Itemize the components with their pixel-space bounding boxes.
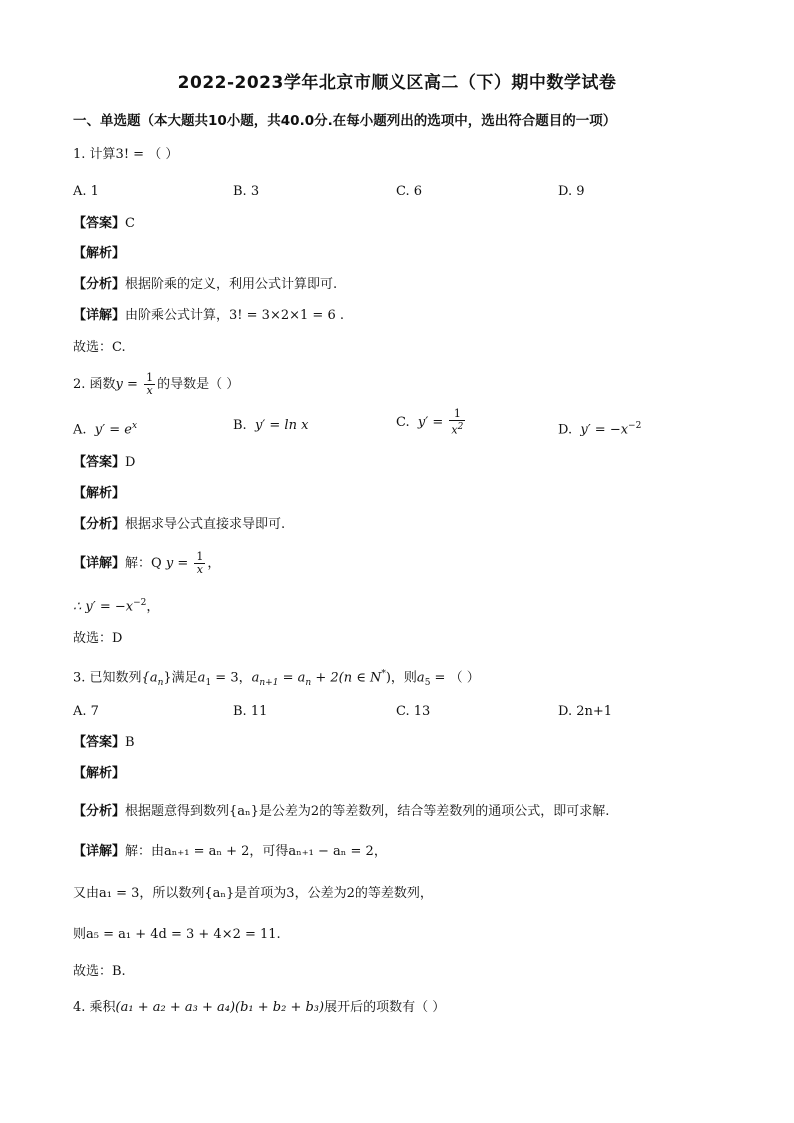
q2-prefix: 2. 函数 bbox=[73, 377, 116, 392]
q3-seq: {a bbox=[141, 670, 158, 686]
q3-a1-sub: 1 bbox=[205, 677, 212, 688]
q2-a-label: A. bbox=[73, 422, 87, 438]
q3-recur-b: = a bbox=[278, 670, 306, 686]
q2-b-math: y′ = ln x bbox=[254, 418, 309, 433]
q1-answer bbox=[73, 215, 135, 233]
q3-seq-close: } bbox=[163, 670, 172, 686]
q2-conclusion: 故选：D bbox=[73, 631, 123, 646]
q2-analysis-label bbox=[73, 485, 125, 503]
q1-fenxi-text: 根据阶乘的定义，利用公式计算即可. bbox=[125, 277, 338, 292]
q2-frac-den: x bbox=[146, 384, 153, 397]
q4-prefix: 4. 乘积 bbox=[73, 1000, 116, 1015]
question-1-stem bbox=[73, 146, 178, 164]
q2-option-c bbox=[396, 408, 467, 437]
q2-therefore-sup: −2 bbox=[133, 598, 147, 608]
q2-d-sup: −2 bbox=[628, 421, 642, 431]
q2-option-d bbox=[558, 417, 641, 439]
q2-fenxi-text: 根据求导公式直接求导即可. bbox=[125, 517, 286, 532]
q2-d-math: y′ = −x bbox=[580, 422, 629, 438]
q3-suffix: （ ） bbox=[449, 670, 480, 686]
answer-label: 【答案】 bbox=[73, 735, 126, 750]
q3-mid2: ，则 bbox=[390, 670, 417, 686]
detail-label: 【详解】 bbox=[73, 308, 126, 323]
page-title: 2022-2023学年北京市顺义区高二（下）期中数学试卷 bbox=[177, 73, 617, 93]
q3-comma: ， bbox=[238, 670, 252, 686]
analysis-label: 【解析】 bbox=[73, 486, 126, 501]
q3-detail1-text: 解：由aₙ₊₁ = aₙ + 2，可得aₙ₊₁ − aₙ = 2， bbox=[125, 844, 387, 859]
q1-detail bbox=[73, 307, 344, 325]
q3-fenxi bbox=[73, 803, 609, 821]
q2-detail-math: y = bbox=[165, 556, 193, 571]
detail-label: 【详解】 bbox=[73, 844, 126, 859]
q1-analysis-label bbox=[73, 245, 125, 263]
q1-option-a: A. 1 bbox=[73, 184, 99, 199]
q3-a5-sub: 5 bbox=[424, 677, 431, 688]
q2-lhs: y = bbox=[115, 377, 143, 392]
q2-c-den-var: x bbox=[451, 423, 458, 437]
q3-conclusion: 故选：B. bbox=[73, 964, 126, 979]
q1-detail-math: 3! = 3×2×1 = 6 . bbox=[229, 308, 344, 323]
q2-answer-value: D bbox=[125, 455, 136, 470]
q3-recur-sup: * bbox=[381, 669, 386, 679]
q2-therefore-tail: ， bbox=[146, 599, 160, 615]
q1-math: 3! = bbox=[115, 147, 149, 162]
section-heading: 一、单选题（本大题共10小题，共40.0分.在每小题列出的选项中，选出符合题目的一项） bbox=[73, 113, 617, 129]
q1-fenxi bbox=[73, 276, 337, 294]
q2-option-a bbox=[73, 417, 137, 439]
q3-analysis-label bbox=[73, 765, 125, 783]
q2-c-fraction bbox=[449, 408, 465, 437]
q3-a1: a bbox=[197, 670, 206, 686]
q3-option-a: A. 7 bbox=[73, 704, 99, 719]
detail-label: 【详解】 bbox=[73, 556, 126, 571]
q3-answer-value: B bbox=[125, 735, 135, 750]
q3-detail-3: 则a₅ = a₁ + 4d = 3 + 4×2 = 11. bbox=[73, 927, 281, 942]
answer-label: 【答案】 bbox=[73, 216, 126, 231]
analysis-label: 【解析】 bbox=[73, 766, 126, 781]
q2-a-sup: x bbox=[131, 421, 138, 431]
q1-option-c: C. 6 bbox=[396, 184, 423, 199]
q2-option-b bbox=[233, 417, 308, 435]
q1-suffix: （ ） bbox=[148, 147, 179, 162]
q2-c-label: C. bbox=[396, 414, 410, 430]
q3-mid1: 满足 bbox=[171, 670, 198, 686]
q3-a5-eq: = bbox=[430, 670, 450, 686]
q2-detail-den: x bbox=[196, 563, 203, 576]
question-2-stem bbox=[73, 372, 239, 397]
q1-option-b: B. 3 bbox=[233, 184, 260, 199]
q2-d-label: D. bbox=[558, 422, 573, 438]
fenxi-label: 【分析】 bbox=[73, 804, 126, 819]
q2-therefore bbox=[73, 594, 159, 616]
q2-fenxi bbox=[73, 516, 285, 534]
q3-recur: a bbox=[251, 670, 260, 686]
q2-c-num: 1 bbox=[449, 408, 465, 421]
q3-detail-2: 又由a₁ = 3，所以数列{aₙ}是首项为3，公差为2的等差数列， bbox=[73, 886, 433, 901]
q1-answer-value: C bbox=[125, 216, 135, 231]
answer-label: 【答案】 bbox=[73, 455, 126, 470]
q3-option-b: B. 11 bbox=[233, 704, 268, 719]
q2-detail-num: 1 bbox=[196, 550, 204, 563]
q2-c-math: y′ = bbox=[417, 414, 448, 430]
q2-suffix: 的导数是（ ） bbox=[157, 377, 240, 392]
q2-because-symbol: Q bbox=[151, 556, 162, 571]
q3-recur-b-sub: n bbox=[305, 677, 312, 688]
q3-recur-c: + 2(n ∈ N bbox=[311, 670, 382, 686]
q2-answer bbox=[73, 454, 135, 472]
q2-detail bbox=[73, 551, 220, 576]
q1-option-d: D. 9 bbox=[558, 184, 585, 199]
q3-prefix: 3. 已知数列 bbox=[73, 670, 142, 686]
q1-prefix: 1. 计算 bbox=[73, 147, 116, 162]
q3-recur-sub: n+1 bbox=[259, 677, 279, 688]
q2-detail-text: 解： bbox=[125, 556, 152, 571]
analysis-label: 【解析】 bbox=[73, 246, 126, 261]
q3-recur-d: ) bbox=[385, 670, 391, 686]
fenxi-label: 【分析】 bbox=[73, 517, 126, 532]
q2-frac-num: 1 bbox=[146, 371, 154, 384]
q3-option-c: C. 13 bbox=[396, 704, 431, 719]
q2-detail-fraction bbox=[194, 551, 205, 576]
q2-therefore-math: ∴ y′ = −x bbox=[73, 599, 134, 615]
question-3-stem bbox=[73, 665, 480, 692]
q3-a5: a bbox=[416, 670, 425, 686]
q3-option-d: D. 2n+1 bbox=[558, 704, 613, 719]
q2-detail-tail: ， bbox=[207, 556, 221, 571]
q2-c-den-sup: 2 bbox=[457, 422, 464, 432]
question-4-stem bbox=[73, 999, 445, 1017]
q4-suffix: 展开后的项数有（ ） bbox=[324, 1000, 446, 1015]
fenxi-label: 【分析】 bbox=[73, 277, 126, 292]
q2-fraction bbox=[144, 372, 155, 397]
q3-detail-1 bbox=[73, 843, 387, 861]
q2-a-math: y′ = e bbox=[94, 422, 132, 438]
q3-answer bbox=[73, 734, 135, 752]
q3-a1-val: = 3 bbox=[211, 670, 239, 686]
q4-math: (a₁ + a₂ + a₃ + a₄)(b₁ + b₂ + b₃) bbox=[115, 1000, 325, 1015]
q3-seq-sub: n bbox=[157, 677, 164, 688]
q2-b-label: B. bbox=[233, 418, 247, 433]
q3-fenxi-text: 根据题意得到数列{aₙ}是公差为2的等差数列，结合等差数列的通项公式，即可求解. bbox=[125, 804, 610, 819]
q1-conclusion: 故选：C. bbox=[73, 340, 126, 355]
q1-detail-text: 由阶乘公式计算， bbox=[125, 308, 230, 323]
q2-c-den bbox=[449, 421, 465, 437]
